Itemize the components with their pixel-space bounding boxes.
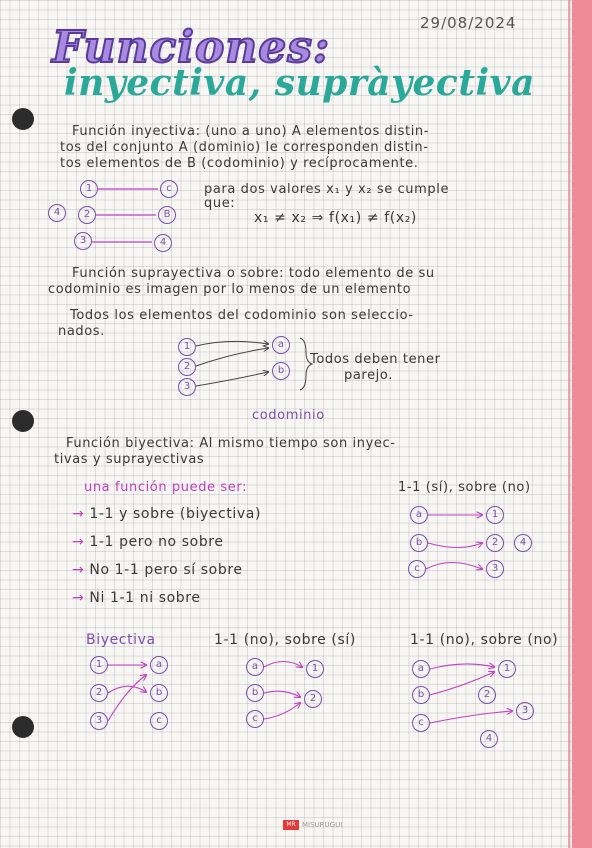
ex-domain-c: c [408,560,426,578]
sur-domain-3: 3 [178,378,196,396]
bijective-line-2: tivas y suprayectivas [54,452,205,467]
injective-line-1: Función inyectiva: (uno a uno) A elementos distin- [72,124,430,139]
footer-logo: MR [283,820,299,830]
surjective-line-1: Función suprayectiva o sobre: todo elemento de su [72,266,435,281]
d1-codomain-a: a [150,656,168,674]
d1-codomain-c: c [150,712,168,730]
d2-arrow-c [264,703,300,719]
injective-line-3: tos elementos de B (codominio) y recíprocamente. [60,156,419,171]
sur-domain-2: 2 [178,358,196,376]
sur-domain-1: 1 [178,338,196,356]
example-title: 1-1 (sí), sobre (no) [398,480,531,495]
injective-condition-1: para dos valores x₁ y x₂ se cumple [204,182,450,197]
page-title-line2: inyectiva, supràyectiva [64,62,535,104]
bijective-line-1: Función biyectiva: Al mismo tiempo son inyec- [66,436,396,451]
ex-arrow-b [428,543,482,548]
sur-arrow-2 [196,348,268,366]
inj-domain-1: 1 [80,180,98,198]
can-be-heading: una función puede ser: [84,480,248,495]
inj-extra-4: 4 [48,204,66,222]
ex-domain-a: a [410,506,428,524]
d1-arrow-3 [108,675,146,721]
d3-domain-b: b [412,686,430,704]
inj-domain-2: 2 [78,206,96,224]
diagram-2-title: 1-1 (no), sobre (sí) [214,632,356,648]
d2-arrow-b [264,691,300,697]
sur-arrow-1 [196,341,268,346]
d3-arrow-b [430,672,494,695]
inj-domain-3: 3 [74,232,92,250]
ex-codomain-1: 1 [486,506,504,524]
d3-codomain-2: 2 [478,686,496,704]
d1-domain-1: 1 [90,656,108,674]
d2-codomain-2: 2 [304,690,322,708]
surjective-note-2: nados. [58,324,105,339]
injective-condition-2: que: [204,196,236,211]
d2-arrow-a [264,662,302,668]
can-be-item-4: → Ni 1-1 ni sobre [72,590,201,606]
sur-codomain-a: a [272,336,290,354]
ex-codomain-4: 4 [514,534,532,552]
surjective-note-1: Todos los elementos del codominio son seleccio- [70,308,414,323]
can-be-item-1: → 1-1 y sobre (biyectiva) [72,506,262,522]
d1-domain-3: 3 [90,712,108,730]
d1-domain-2: 2 [90,684,108,702]
brace [300,338,312,390]
ex-domain-b: b [410,534,428,552]
ex-codomain-2: 2 [486,534,504,552]
d3-domain-a: a [412,660,430,678]
diagram-1-title: Biyectiva [86,632,156,648]
inj-codomain-c: c [160,180,178,198]
ex-arrow-c [426,563,482,570]
brace-text-1: Todos deben tener [310,352,441,367]
date: 29/08/2024 [420,14,517,32]
surjective-line-2: codominio es imagen por lo menos de un elemento [48,282,412,297]
d1-codomain-b: b [150,684,168,702]
d3-arrow-a [430,664,494,669]
brace-text-2: parejo. [344,368,393,383]
page-title-line1: Funciones: [52,22,331,73]
d2-domain-b: b [246,684,264,702]
d3-codomain-3: 3 [516,702,534,720]
ex-codomain-3: 3 [486,560,504,578]
d2-domain-a: a [246,658,264,676]
injective-formula: x₁ ≠ x₂ ⇒ f(x₁) ≠ f(x₂) [254,210,417,226]
sur-codomain-b: b [272,362,290,380]
can-be-item-3: → No 1-1 pero sí sobre [72,562,243,578]
can-be-item-2: → 1-1 pero no sobre [72,534,224,550]
d3-domain-c: c [412,714,430,732]
d3-codomain-1: 1 [498,660,516,678]
d2-domain-c: c [246,710,264,728]
d2-codomain-1: 1 [306,660,324,678]
sur-arrow-3 [196,372,268,386]
diagram-3-title: 1-1 (no), sobre (no) [410,632,559,648]
codomain-caption: codominio [252,408,325,423]
injective-line-2: tos del conjunto A (dominio) le corresponden distin- [60,140,429,155]
d3-codomain-4: 4 [480,730,498,748]
footer-text: MISURUGUI [302,821,343,829]
d1-arrow-2 [108,686,146,693]
inj-codomain-4: 4 [154,234,172,252]
d3-arrow-c [430,711,512,723]
inj-codomain-B: B [158,206,176,224]
